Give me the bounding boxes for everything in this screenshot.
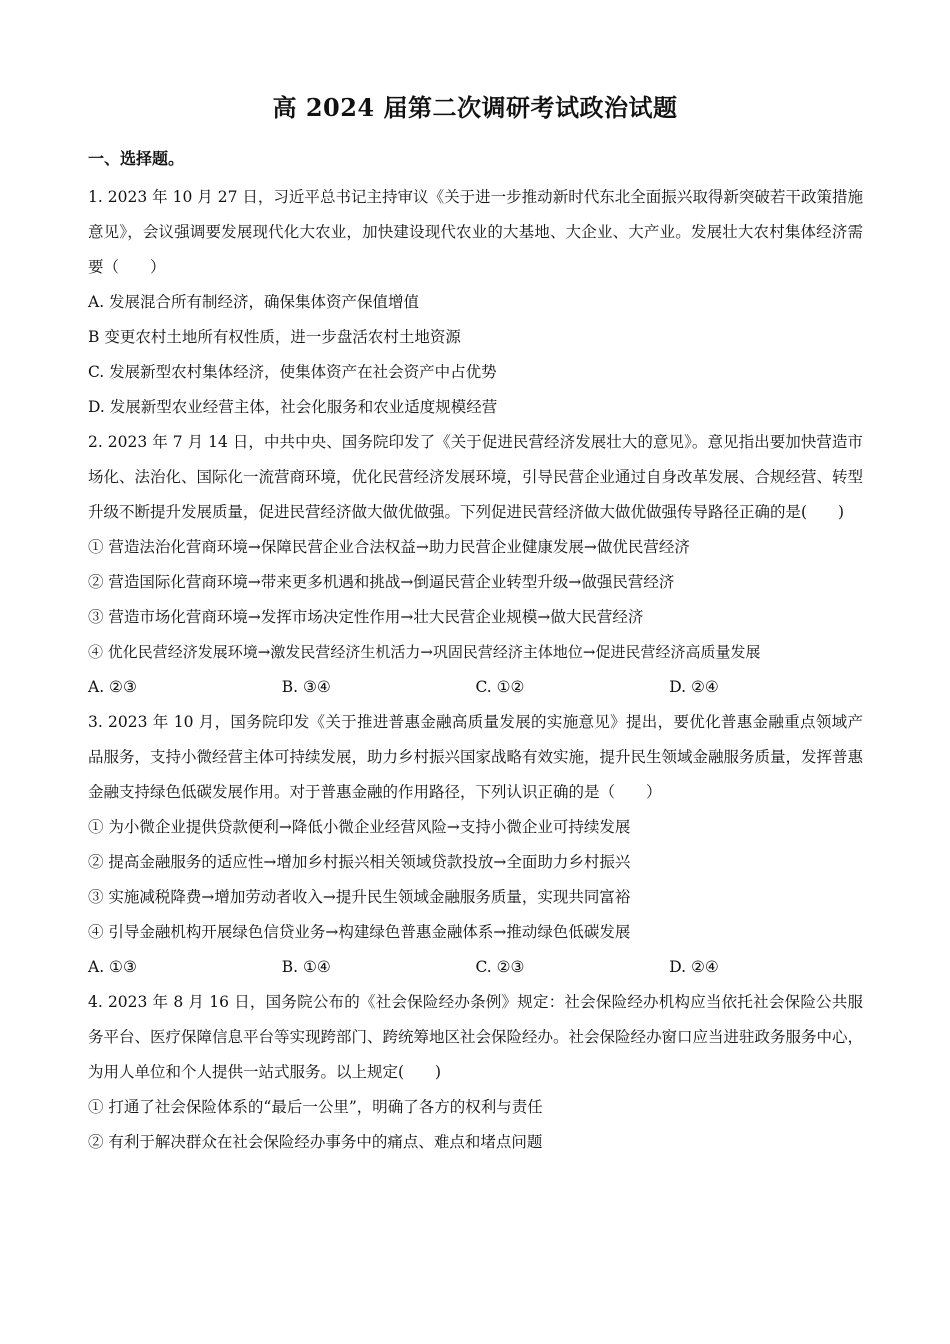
question-1 (88, 180, 879, 425)
option-line: C. 发展新型农村集体经济，使集体资产在社会资产中占优势 (88, 363, 497, 381)
question-stem: 3. 2023 年 10 月，国务院印发《关于推进普惠金融高质量发展的实施意见》提出，要优化普惠金融重点领域产品服务，支持小微经营主体可持续发展，助力乡村振兴国家战略有效实施，提升民生领域金融服务质量，发挥普惠金融支持绿色低碳发展作用。对于普惠金融的作用路径，下列认识正确的是（ ） (88, 713, 864, 801)
statement-line: ② 营造国际化营商环境→带来更多机遇和挑战→倒逼民营企业转型升级→做强民营经济 (88, 573, 675, 591)
option-line: B 变更农村土地所有权性质，进一步盘活农村土地资源 (88, 328, 461, 346)
question-stem: 2. 2023 年 7 月 14 日，中共中央、国务院印发了《关于促进民营经济发展壮大的意见》。意见指出要加快营造市场化、法治化、国际化一流营商环境，优化民营经济发展环境，引导民营企业通过自身改革发展、合规经营、转型升级不断提升发展质量，促进民营经济做大做优做强。下列促进民营经济做大做优做强传导路径正确的是( ) (88, 433, 864, 521)
statement-line: ② 有利于解决群众在社会保险经办事务中的痛点、难点和堵点问题 (88, 1133, 543, 1151)
statement-line: ② 提高金融服务的适应性→增加乡村振兴相关领域贷款投放→全面助力乡村振兴 (88, 853, 631, 871)
question-list (88, 180, 879, 1160)
question-stem: 4. 2023 年 8 月 16 日，国务院公布的《社会保险经办条例》规定：社会保险经办机构应当依托社会保险公共服务平台、医疗保障信息平台等实现跨部门、跨统筹地区社会保险经办。社会保险经办窗口应当进驻政务服务中心，为用人单位和个人提供一站式服务。以上规定( ) (88, 993, 864, 1081)
answer-option-c: C. ②③ (475, 958, 525, 976)
option-line: A. 发展混合所有制经济，确保集体资产保值增值 (88, 293, 420, 311)
statement-line: ① 打通了社会保险体系的“最后一公里”，明确了各方的权利与责任 (88, 1098, 543, 1116)
answer-option-a: A. ①③ (88, 958, 137, 976)
answer-option-d: D. ②④ (669, 958, 719, 976)
statement-line: ③ 营造市场化营商环境→发挥市场决定性作用→壮大民营企业规模→做大民营经济 (88, 608, 644, 626)
statement-line: ① 营造法治化营商环境→保障民营企业合法权益→助力民营企业健康发展→做优民营经济 (88, 538, 690, 556)
answer-option-d: D. ②④ (669, 678, 719, 696)
answer-option-a: A. ②③ (88, 678, 137, 696)
statement-line: ④ 引导金融机构开展绿色信贷业务→构建绿色普惠金融体系→推动绿色低碳发展 (88, 923, 631, 941)
question-3 (88, 705, 863, 985)
option-line: D. 发展新型农业经营主体，社会化服务和农业适度规模经营 (88, 398, 498, 416)
statement-line: ① 为小微企业提供贷款便利→降低小微企业经营风险→支持小微企业可持续发展 (88, 818, 631, 836)
section-heading: 一、选择题。 (88, 149, 185, 168)
page-title: 高 2024 届第二次调研考试政治试题 (272, 93, 678, 122)
statement-line: ④ 优化民营经济发展环境→激发民营经济生机活力→巩固民营经济主体地位→促进民营经济高质量发展 (88, 643, 761, 661)
answer-option-b: B. ①④ (281, 958, 331, 976)
answer-option-b: B. ③④ (281, 678, 331, 696)
answer-option-c: C. ①② (475, 678, 525, 696)
statement-line: ③ 实施减税降费→增加劳动者收入→提升民生领域金融服务质量，实现共同富裕 (88, 888, 631, 906)
answer-options (88, 950, 863, 985)
question-stem: 1. 2023 年 10 月 27 日，习近平总书记主持审议《关于进一步推动新时代东北全面振兴取得新突破若干政策措施 意见》，会议强调要发展现代化大农业，加快建设现代农业的大基地、大企业、大产业。发展壮大农村集体经济需要（ ） (88, 188, 879, 276)
answer-options (88, 670, 863, 705)
question-4 (88, 985, 863, 1160)
question-2 (88, 425, 863, 705)
